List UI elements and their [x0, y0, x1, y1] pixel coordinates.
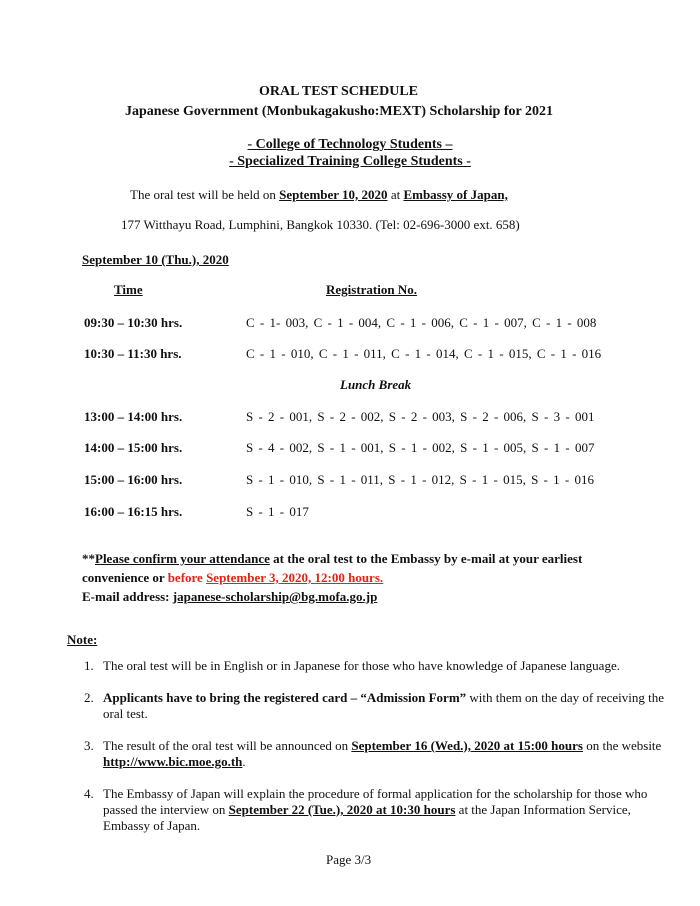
note-2-rest: with them on the day of receiving the oral test.: [103, 690, 664, 721]
slot-registrations: S - 1 - 017: [246, 504, 309, 519]
note-text: [103, 786, 669, 834]
slot-time: 15:00 – 16:00 hrs.: [84, 472, 183, 487]
column-header-time: Time: [114, 282, 143, 297]
note-text: [103, 658, 669, 674]
lunch-break: Lunch Break: [340, 377, 412, 392]
note-number: 2.: [84, 690, 94, 705]
slot-time: 09:30 – 10:30 hrs.: [84, 315, 183, 330]
confirm-attendance: Please confirm your attendance: [95, 551, 270, 566]
column-header-registration: Registration No.: [326, 282, 417, 297]
note-text: [103, 738, 669, 770]
confirm-stars: **: [82, 551, 95, 566]
note-number: 3.: [84, 738, 94, 753]
email-line: [82, 589, 377, 605]
result-website-link[interactable]: http://www.bic.moe.go.th: [103, 754, 243, 769]
note-4-end: at the Japan Information Service, Embassy of Japan.: [103, 802, 631, 833]
note-3-end: .: [242, 754, 246, 769]
day-heading: September 10 (Thu.), 2020: [82, 252, 229, 267]
page-subtitle: Japanese Government (Monbukagakusho:MEXT) Scholarship for 2021: [125, 104, 553, 119]
slot-registrations: S - 1 - 010, S - 1 - 011, S - 1 - 012, S - 1 - 015, S - 1 - 016: [246, 472, 594, 487]
page-number: Page 3/3: [326, 852, 372, 867]
confirm-line-1: [82, 551, 582, 567]
group-heading-college: - College of Technology Students –: [247, 137, 453, 152]
group-heading-specialized: - Specialized Training College Students -: [229, 154, 471, 169]
note-3-pre: The result of the oral test will be announced on: [103, 738, 352, 753]
note-2-bold: Applicants have to bring the registered card – “Admission Form”: [103, 690, 467, 705]
intro-mid: at: [387, 187, 404, 202]
note-3-mid: on the website: [582, 738, 662, 753]
note-number: 4.: [84, 786, 94, 801]
page-title: ORAL TEST SCHEDULE: [259, 84, 418, 99]
note-4-date: September 22 (Tue.), 2020 at 10:30 hours: [228, 802, 456, 817]
slot-time: 10:30 – 11:30 hrs.: [84, 346, 182, 361]
intro-line: [130, 187, 508, 203]
slot-registrations: C - 1- 003, C - 1 - 004, C - 1 - 006, C - 1 - 007, C - 1 - 008: [246, 315, 597, 330]
confirm-convenience: convenience or: [82, 570, 168, 585]
email-address[interactable]: japanese-scholarship@bg.mofa.go.jp: [172, 589, 378, 604]
note-3-date: September 16 (Wed.), 2020 at 15:00 hours: [351, 738, 583, 753]
note-text: [103, 690, 669, 722]
email-label: E-mail address:: [82, 589, 173, 604]
confirm-before: before: [167, 570, 207, 585]
slot-registrations: S - 2 - 001, S - 2 - 002, S - 2 - 003, S - 2 - 006, S - 3 - 001: [246, 409, 595, 424]
note-1-text: The oral test will be in English or in Japanese for those who have knowledge of Japanese language.: [103, 658, 620, 673]
confirm-line-2: [82, 570, 383, 586]
note-4-pre: The Embassy of Japan will explain the procedure of formal application for the scholarship for those who passed the interview on: [103, 786, 648, 817]
intro-pre: The oral test will be held on: [130, 187, 280, 202]
venue-address: 177 Witthayu Road, Lumphini, Bangkok 10330. (Tel: 02-696-3000 ext. 658): [121, 217, 520, 232]
note-number: 1.: [84, 658, 94, 673]
slot-time: 16:00 – 16:15 hrs.: [84, 504, 183, 519]
confirm-rest: at the oral test to the Embassy by e-mail at your earliest: [269, 551, 583, 566]
slot-registrations: S - 4 - 002, S - 1 - 001, S - 1 - 002, S - 1 - 005, S - 1 - 007: [246, 440, 595, 455]
slot-time: 13:00 – 14:00 hrs.: [84, 409, 183, 424]
notes-heading: Note:: [67, 632, 98, 647]
confirm-deadline: September 3, 2020, 12:00 hours.: [206, 570, 384, 585]
slot-registrations: C - 1 - 010, C - 1 - 011, C - 1 - 014, C - 1 - 015, C - 1 - 016: [246, 346, 602, 361]
slot-time: 14:00 – 15:00 hrs.: [84, 440, 183, 455]
test-date: September 10, 2020: [279, 187, 388, 202]
venue: Embassy of Japan,: [403, 187, 508, 202]
